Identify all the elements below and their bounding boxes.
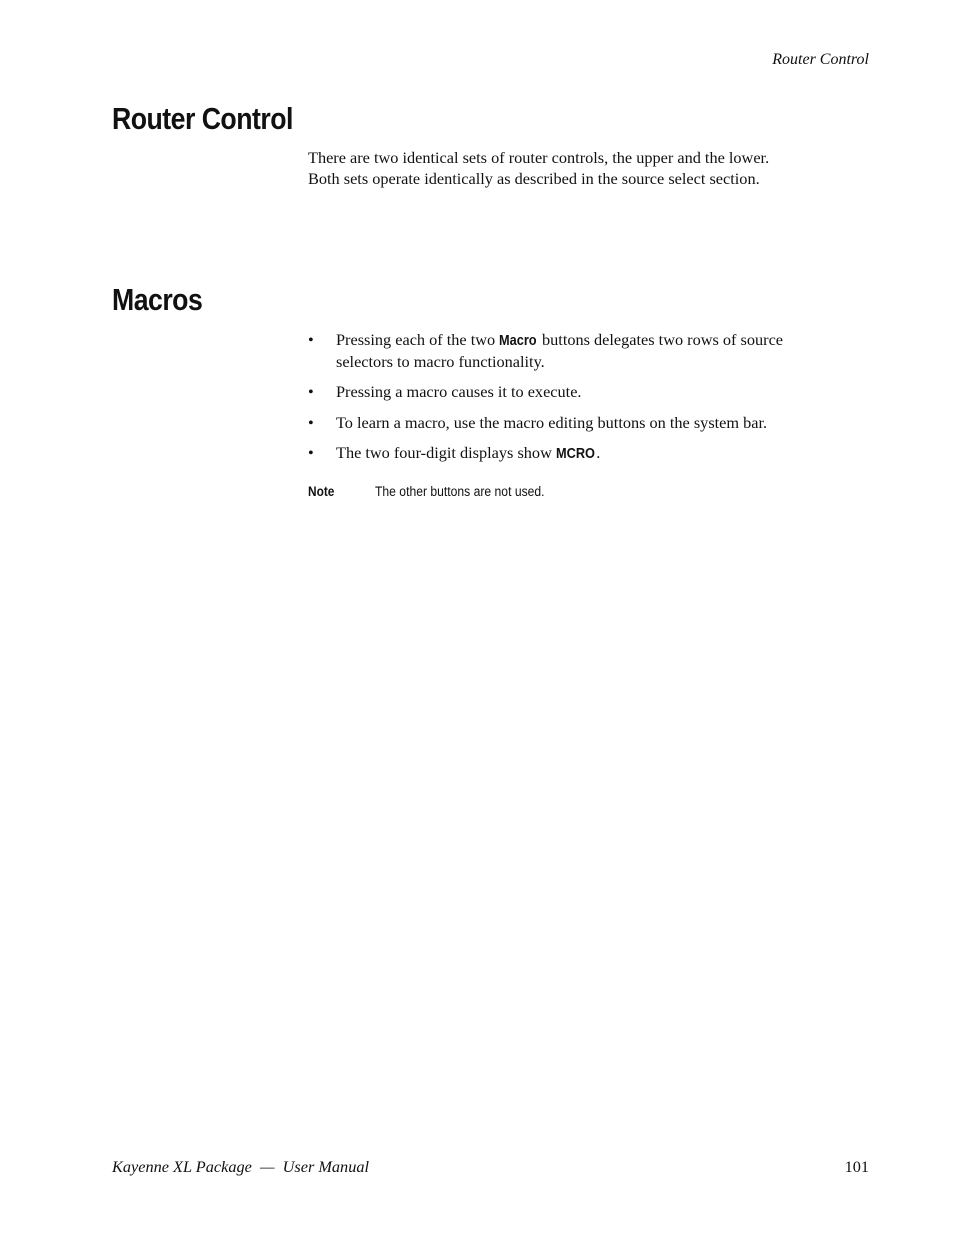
bullet-text: To learn a macro, use the macro editing buttons on the system bar. [336, 412, 768, 432]
note [308, 483, 563, 501]
list-item [308, 382, 868, 403]
mcro-display-term: MCRO [555, 446, 595, 462]
macros-bullet-list [308, 330, 868, 475]
footer-doc: User Manual [282, 1157, 369, 1176]
note-text: The other buttons are not used. [375, 484, 545, 499]
bullet-icon: • [308, 382, 314, 401]
section-heading-router-control: Router Control [112, 101, 293, 136]
bullet-icon: • [308, 443, 314, 462]
list-item [308, 443, 868, 465]
paragraph-line: Both sets operate identically as described in the source select section. [308, 168, 760, 188]
footer-separator: — [260, 1157, 275, 1176]
list-item [308, 330, 868, 372]
running-header: Router Control [772, 51, 869, 68]
section-heading-macros: Macros [112, 282, 203, 317]
paragraph-line: There are two identical sets of router controls, the upper and the lower. [308, 148, 770, 167]
bullet-text: . [596, 443, 601, 462]
bullet-icon: • [308, 412, 314, 432]
bullet-text: selectors to macro functionality. [336, 351, 545, 371]
page-number: 101 [844, 1157, 869, 1176]
footer-product: Kayenne XL Package [112, 1157, 252, 1176]
bullet-icon: • [308, 330, 314, 349]
bullet-text: buttons delegates two rows of source [537, 330, 784, 349]
list-item [308, 413, 868, 434]
router-control-paragraph [308, 148, 868, 189]
macro-button-term: Macro [499, 333, 537, 349]
bullet-text: The two four-digit displays show [336, 443, 556, 462]
bullet-text: Pressing each of the two [336, 330, 500, 349]
footer-title [112, 1157, 369, 1177]
note-label: Note [308, 484, 335, 499]
bullet-text: Pressing a macro causes it to execute. [336, 382, 582, 401]
